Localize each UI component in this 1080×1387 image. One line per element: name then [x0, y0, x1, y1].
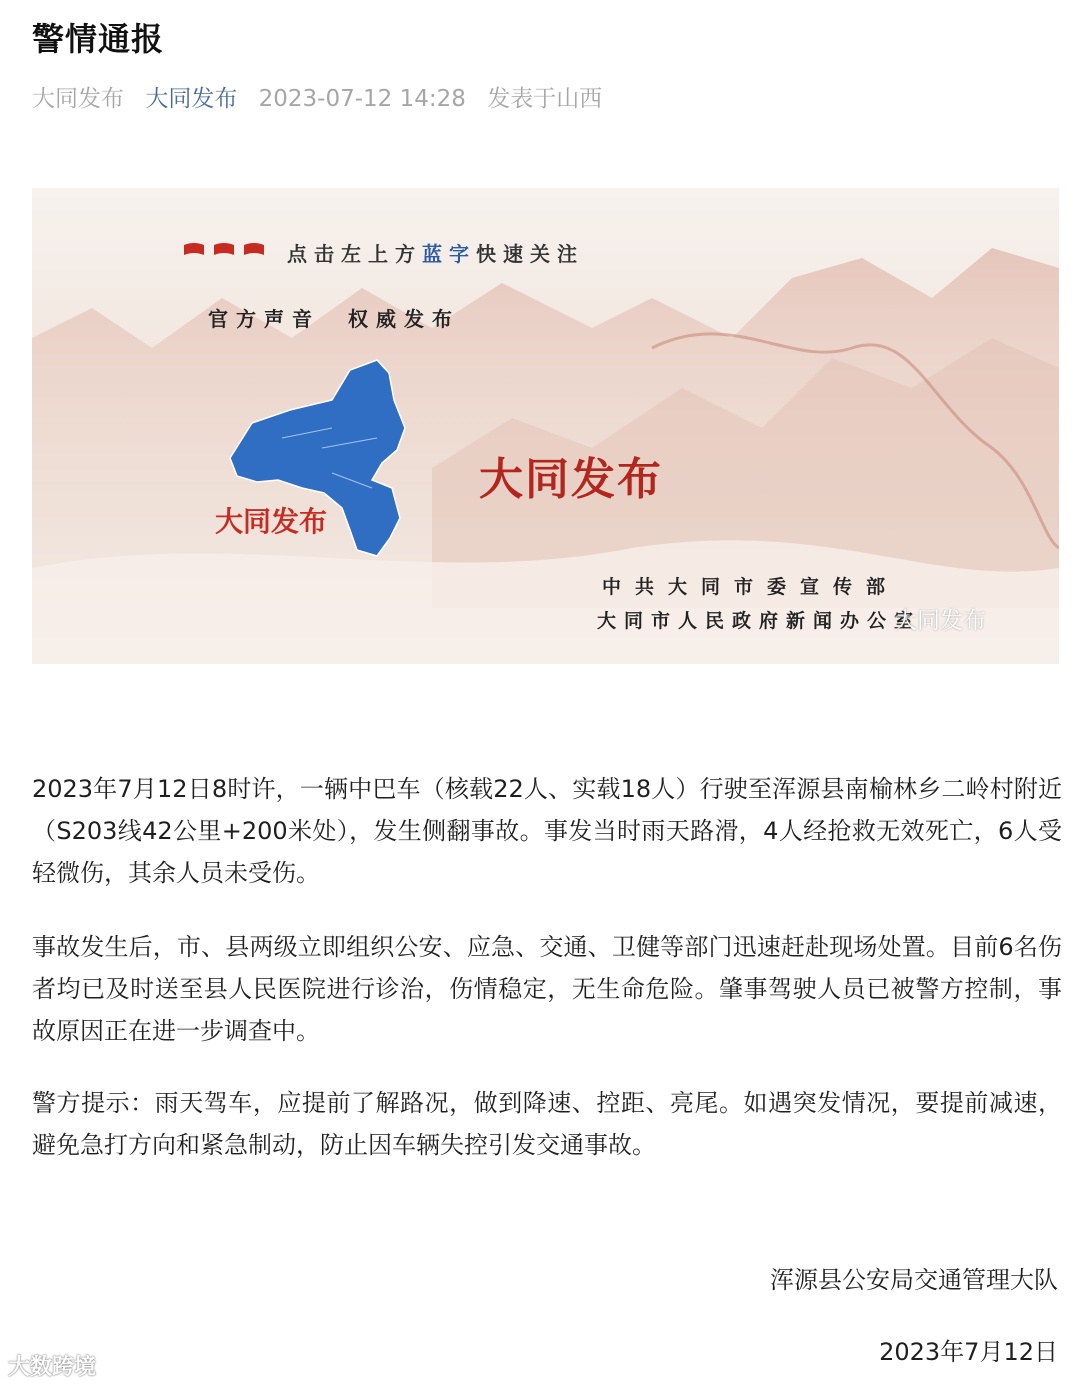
signature-date: 2023年7月12日 — [879, 1338, 1058, 1366]
signature: 浑源县公安局交通管理大队 — [770, 1266, 1058, 1294]
publish-location: 发表于山西 — [487, 86, 603, 112]
paragraph-2: 事故发生后，市、县两级立即组织公安、应急、交通、卫健等部门迅速赶赴现场处置。目前6名伤者均已及时送至县人民医院进行诊治，伤情稳定，无生命危险。肇事驾驶人员已被警方控制，事故原因正在进一步调查中。 — [32, 933, 1062, 1045]
follow-suffix: 快速关注 — [476, 242, 584, 266]
paragraph-3: 警方提示：雨天驾车，应提前了解路况，做到降速、控距、亮尾。如遇突发情况，要提前减速，避免急打方向和紧急制动，防止因车辆失控引发交通事故。 — [32, 1089, 1062, 1159]
follow-prefix: 点击左上方 — [287, 242, 422, 266]
bottom-watermark: 大数跨境 — [8, 1355, 97, 1380]
banner-image — [32, 188, 1059, 664]
author-name: 大同发布 — [32, 86, 124, 112]
banner-watermark: 大同发布 — [894, 608, 986, 634]
red-flags-icon — [182, 241, 272, 263]
article-meta — [32, 80, 616, 113]
banner-slogan: 官方声音 权威发布 — [208, 307, 460, 331]
article-title: 警情通报 — [32, 20, 165, 58]
follow-prompt — [287, 238, 584, 267]
account-link[interactable]: 大同发布 — [145, 86, 238, 112]
banner-main-title: 大同发布 — [479, 454, 663, 505]
org-line-2: 大同市人民政府新闻办公室 — [597, 610, 922, 632]
paragraph-1: 2023年7月12日8时许，一辆中巴车（核载22人、实载18人）行驶至浑源县南榆林乡二岭村附近（S203线42公里+200米处），发生侧翻事故。事发当时雨天路滑，4人经抢救无效死亡，6人受轻微伤，其余人员未受伤。 — [32, 775, 1062, 887]
org-line-1: 中共大同市委宣传部 — [602, 576, 900, 598]
follow-blue-text: 蓝字 — [422, 242, 476, 266]
publish-time: 2023-07-12 14:28 — [258, 86, 466, 112]
map-label: 大同发布 — [215, 505, 328, 538]
